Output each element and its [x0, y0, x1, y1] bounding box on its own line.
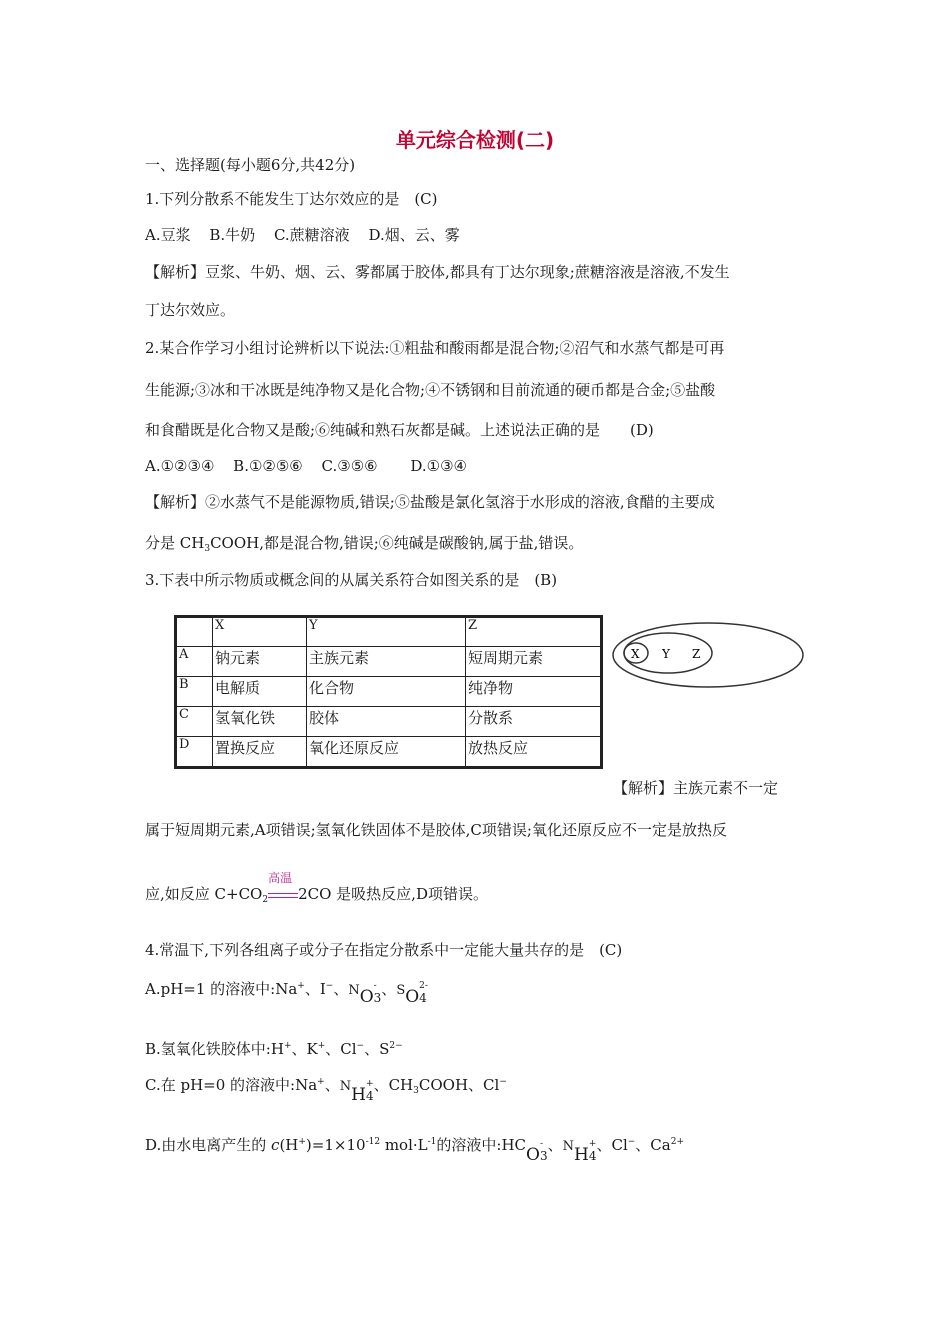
question-2-analysis: 【解析】②水蒸气不是能源物质,错误;⑤盐酸是氯化氢溶于水形成的溶液,食醋的主要成 — [145, 493, 715, 511]
table-cell: 放热反应 — [466, 737, 602, 768]
nested-ellipse-diagram — [610, 620, 810, 690]
question-1-analysis: 【解析】豆浆、牛奶、烟、云、雾都属于胶体,都具有丁达尔现象;蔗糖溶液是溶液,不发生 — [145, 263, 730, 281]
table-cell: 电解质 — [213, 677, 307, 707]
table-cell: 钠元素 — [213, 647, 307, 677]
option-b: B.牛奶 — [209, 226, 256, 244]
question-4-option-a: A.pH=1 的溶液中:Na+、I−、NO3 - 、SO4 2- — [145, 980, 428, 1007]
table-cell: 置换反应 — [213, 737, 307, 768]
table-cell: B — [176, 677, 213, 707]
option-b: B.①②⑤⑥ — [233, 457, 303, 475]
table-cell: A — [176, 647, 213, 677]
table-cell: 氧化还原反应 — [307, 737, 466, 768]
table-cell: 胶体 — [307, 707, 466, 737]
question-2-stem: 2.某合作学习小组讨论辨析以下说法:①粗盐和酸雨都是混合物;②沼气和水蒸气都是可再 — [145, 339, 725, 357]
table-cell: 短周期元素 — [466, 647, 602, 677]
question-2-stem-cont: 和食醋既是化合物又是酸;⑥纯碱和熟石灰都是碱。上述说法正确的是 (D) — [145, 421, 654, 439]
question-1-options — [145, 225, 460, 245]
table-row — [176, 707, 602, 737]
option-c: C.③⑤⑥ — [321, 457, 378, 475]
table-row — [176, 737, 602, 768]
label-z: Z — [692, 647, 701, 661]
table-row — [176, 647, 602, 677]
table-cell: 主族元素 — [307, 647, 466, 677]
table-header-row — [176, 617, 602, 647]
table-header-z: Z — [466, 617, 602, 647]
question-4-option-c: C.在 pH=0 的溶液中:Na+、NH4 + 、$CH_3COOH$、Cl− — [145, 1076, 507, 1105]
label-x: X — [631, 647, 640, 661]
table-cell: D — [176, 737, 213, 768]
option-a: A.豆浆 — [145, 226, 191, 244]
table-cell: 化合物 — [307, 677, 466, 707]
question-4-stem: 4.常温下,下列各组离子或分子在指定分散系中一定能大量共存的是 (C) — [145, 941, 623, 959]
table-cell: C — [176, 707, 213, 737]
question-2-analysis-cont: 分是 $CH_3COOH$,都是混合物,错误;⑥纯碱是碳酸钠,属于盐,错误。 — [145, 534, 584, 554]
table-cell: 纯净物 — [466, 677, 602, 707]
label-y: Y — [662, 647, 670, 661]
option-d: D.烟、云、雾 — [368, 226, 460, 244]
reaction-condition: 高温 — [268, 884, 298, 904]
question-4-option-b: B.氢氧化铁胶体中:H+、K+、Cl−、$S^{2-}$ — [145, 1040, 403, 1058]
table-header-x: X — [213, 617, 307, 647]
option-a: A.①②③④ — [145, 457, 215, 475]
question-3-analysis-cont: 应,如反应 $C+CO_2$ 高温 2CO 是吸热反应,D项错误。 — [145, 871, 488, 905]
question-3-analysis: 【解析】主族元素不一定 — [613, 779, 779, 797]
question-1-stem: 1.下列分散系不能发生丁达尔效应的是 (C) — [145, 190, 438, 208]
question-3-analysis-cont: 属于短周期元素,A项错误;氢氧化铁固体不是胶体,C项错误;氧化还原反应不一定是放热反 — [145, 821, 727, 839]
question-2-options — [145, 456, 467, 476]
table-cell: 氢氧化铁 — [213, 707, 307, 737]
question-4-option-d: D.由水电离产生的 $c(H^+)=1\times 10^{-12}$ $mol\cdot L^{-1}$的溶液中:HCO3 - 、NH4 + 、Cl−、$Ca^{2+}$ — [145, 1136, 684, 1165]
option-d: D.①③④ — [410, 457, 467, 475]
table-cell: 分散系 — [466, 707, 602, 737]
table-cell — [176, 617, 213, 647]
table-row — [176, 677, 602, 707]
option-c: C.蔗糖溶液 — [273, 226, 350, 244]
table-header-y: Y — [307, 617, 466, 647]
question-1-analysis-cont: 丁达尔效应。 — [145, 301, 236, 319]
question-2-stem-cont: 生能源;③冰和干冰既是纯净物又是化合物;④不锈钢和目前流通的硬币都是合金;⑤盐酸 — [145, 381, 716, 399]
ellipse-z — [613, 623, 803, 687]
classification-table — [174, 615, 603, 769]
page-title: 单元综合检测(二) — [395, 128, 555, 152]
question-3-stem: 3.下表中所示物质或概念间的从属关系符合如图关系的是 (B) — [145, 571, 558, 589]
section-heading: 一、选择题(每小题6分,共42分) — [145, 156, 356, 174]
